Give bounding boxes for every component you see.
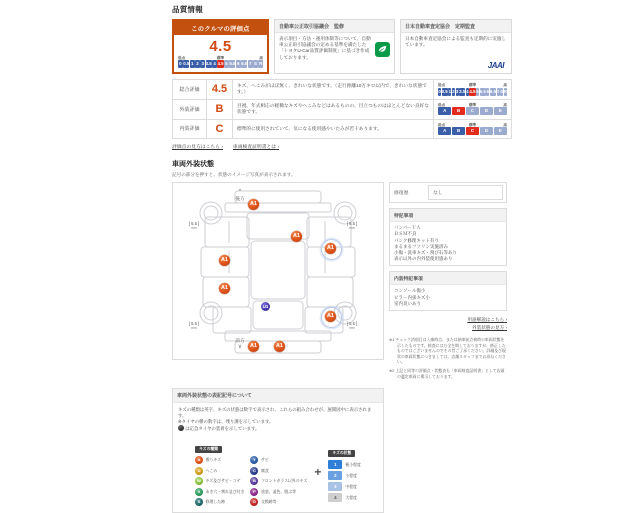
scale-cell: 2 bbox=[196, 61, 199, 66]
tyre-depth-right-front: [ 5.5 ] mm bbox=[346, 321, 358, 331]
scale-cell: D bbox=[480, 107, 493, 115]
legend-type-dot: Y bbox=[250, 456, 258, 464]
repair-history-panel bbox=[389, 182, 507, 203]
evaluation-table bbox=[172, 79, 512, 139]
list-item: ピラー内張キズ小 bbox=[394, 294, 430, 300]
jaai-logo: JAAI bbox=[487, 60, 504, 70]
legend-state-box: 4 bbox=[328, 493, 342, 502]
damage-marker[interactable]: A1 bbox=[248, 341, 259, 352]
legend-type-item bbox=[250, 477, 307, 485]
table-row bbox=[173, 80, 512, 100]
legend-states-column bbox=[328, 441, 361, 502]
scale-cell: 7 bbox=[496, 88, 500, 94]
eval-row-grade: 4.5 bbox=[207, 80, 233, 100]
scale-cell: C bbox=[466, 127, 479, 135]
overall-score-value: 4.5 bbox=[209, 37, 232, 55]
score-card bbox=[172, 19, 269, 74]
legend-state-label: 大程度 bbox=[345, 494, 358, 500]
disclaimer-note-2: ※2 上記と同等の評価点・状態表も「車両検査証明書」として店頭の選定車両に掲示しております。 bbox=[389, 367, 505, 379]
direction-rear-label: 後方 bbox=[235, 197, 245, 203]
legend-intro-line-3: は応急タイヤの装着を示しています。 bbox=[185, 426, 260, 432]
legend-type-item bbox=[250, 498, 307, 506]
eval-row-scale: 低点 標準 高 A B C D E bbox=[434, 119, 512, 139]
eco-leaf-icon bbox=[375, 42, 390, 57]
list-item: コンソール傷小 bbox=[394, 288, 426, 294]
legend-row bbox=[172, 388, 512, 513]
legend-state-item bbox=[328, 460, 361, 469]
damage-marker[interactable]: A1 bbox=[248, 199, 259, 210]
table-row bbox=[173, 99, 512, 119]
disclaimer-notes bbox=[389, 337, 507, 379]
legend-type-item bbox=[250, 488, 307, 496]
arrow-up-icon: ^ bbox=[238, 189, 242, 196]
scale-cell: 0 bbox=[179, 61, 182, 66]
legend-type-item bbox=[195, 498, 244, 506]
repair-history-row bbox=[390, 183, 506, 202]
scale-cell: 7 bbox=[248, 61, 252, 66]
info-card-jaai bbox=[400, 19, 512, 74]
legend-type-dot: C bbox=[250, 467, 258, 475]
eval-row-label: 外装評価 bbox=[173, 99, 207, 119]
tyre-depth-left-front: [ 5.5 ] mm bbox=[188, 321, 200, 331]
legend-states-items bbox=[328, 460, 361, 502]
damage-marker[interactable]: A1 bbox=[325, 311, 336, 322]
direction-rear bbox=[229, 189, 251, 202]
legend-types-title: キズの種類 bbox=[195, 446, 222, 453]
scale-cell: B bbox=[452, 127, 465, 135]
scale-cell: R bbox=[259, 61, 263, 66]
score-card-body bbox=[174, 35, 267, 73]
page-title: 品質情報 bbox=[172, 5, 203, 14]
scale-cell: D bbox=[480, 127, 493, 135]
legend-body bbox=[173, 403, 383, 512]
legend-type-subcolumn bbox=[195, 456, 244, 506]
legend-type-label: キズ及びサビ・コゲ bbox=[205, 478, 241, 484]
eval-row-label: 総合評価 bbox=[173, 80, 207, 100]
scale-cell: S bbox=[500, 88, 504, 94]
eval-row-description: キズ、へこみがほぼ無く、きれいな状態です。（走行距離10万キロ以内で、きれいな状態です。） bbox=[233, 80, 434, 100]
interior-notes-header: 内装特記事項 bbox=[390, 272, 506, 285]
scale-cell: 3 bbox=[455, 88, 459, 94]
legend-intro-line-2: ※タイヤの横の数字は、残り溝を示しています。 bbox=[178, 419, 274, 425]
legend-type-label: へこみ bbox=[205, 467, 218, 473]
list-item: バンパーＴＡ bbox=[394, 225, 421, 231]
exterior-row bbox=[172, 182, 512, 382]
direction-front-label: 前方 bbox=[235, 339, 245, 345]
info-card-text: 日本自動車査定協会による監査も定期的に実施しています。 bbox=[405, 36, 507, 48]
list-item: 表示以外の内外装使用感あり bbox=[394, 256, 453, 262]
scale-cell: 6 bbox=[486, 88, 490, 94]
eval-row-description: 目視、年式相応の軽微なキズやへこみなどはあるものの、目立つものはほとんどない良好な状態です。 bbox=[233, 99, 434, 119]
exterior-links bbox=[389, 316, 507, 332]
legend-types-items bbox=[195, 456, 307, 506]
legend-grid bbox=[178, 437, 378, 506]
evaluation-table-body bbox=[173, 80, 512, 139]
list-item: パンク修理キット有り bbox=[394, 237, 439, 243]
legend-type-label: 交換跡等 bbox=[260, 499, 277, 505]
scale-cell: 5.5 bbox=[479, 88, 486, 94]
scale-cell: 3.5 bbox=[459, 88, 466, 94]
scale-cell: 3 bbox=[201, 61, 204, 66]
scale-cell: 4.5 bbox=[217, 61, 224, 66]
legend-types-column bbox=[195, 437, 307, 506]
damage-marker[interactable]: U1 bbox=[262, 304, 269, 310]
legend-type-label: フロントガラス以外のキズ bbox=[260, 478, 308, 484]
damage-marker[interactable]: A1 bbox=[219, 255, 230, 266]
link-how-to-read-score[interactable]: 評価点の見方はこちら › bbox=[172, 143, 223, 150]
legend-type-label: 塗装、退色、脱ぶ等 bbox=[260, 488, 296, 494]
plus-icon: + bbox=[314, 464, 322, 479]
legend-type-subcolumn bbox=[250, 456, 307, 506]
tyre-depth-right-rear: [ 6.5 ] mm bbox=[346, 221, 358, 231]
link-what-is-certificate[interactable]: 車両検査証明書とは › bbox=[233, 143, 279, 150]
info-card-body bbox=[275, 33, 394, 73]
damage-marker[interactable]: A1 bbox=[274, 341, 285, 352]
scale-cells bbox=[178, 60, 263, 68]
legend-type-dot: A bbox=[195, 456, 203, 464]
info-card-body bbox=[401, 33, 511, 73]
legend-state-box: 1 bbox=[328, 460, 342, 469]
legend-state-label: 中程度 bbox=[345, 483, 358, 489]
legend-type-item bbox=[195, 488, 244, 496]
interior-notes-body bbox=[390, 285, 506, 310]
legend-type-item bbox=[195, 467, 244, 475]
legend-type-item bbox=[250, 456, 307, 464]
link-glossary[interactable]: 用語解説はこちら › bbox=[389, 316, 507, 324]
scale-cell: 5 bbox=[476, 88, 479, 94]
scale-cell: E bbox=[494, 107, 507, 115]
interior-notes-panel bbox=[389, 271, 507, 311]
arrow-down-icon: ∨ bbox=[237, 344, 243, 351]
scale-cell: 6.5 bbox=[241, 61, 248, 66]
exterior-section-note: 記号の部分を押すと、状態のイメージ写真が表示されます。 bbox=[172, 172, 296, 178]
info-card-text: 表示項目・方法・運用体制等について、自動車公正取引協議会の定める基準を満たした「トヨタU-Car品質評価制度」に基づき作成しております。 bbox=[279, 36, 371, 60]
legend-type-dot: W bbox=[195, 477, 203, 485]
scale-cell: A bbox=[438, 127, 451, 135]
scale-cell: A bbox=[438, 107, 451, 115]
legend-intro-line-1: キズの種類は英字、キズの状態は数字で表示され、これらの組み合わせが、展開図中に表示されます。 bbox=[178, 407, 372, 419]
eval-row-label: 内装評価 bbox=[173, 119, 207, 139]
legend-type-label: あき穴・割れ及び付き bbox=[205, 488, 245, 494]
damage-marker[interactable]: A1 bbox=[219, 283, 230, 294]
scale-cell: 0 bbox=[438, 88, 441, 94]
scale-labels bbox=[178, 56, 263, 60]
eval-row-grade: C bbox=[207, 119, 233, 139]
table-row bbox=[173, 119, 512, 139]
list-item: まるまるフソリン実施済み bbox=[394, 243, 448, 249]
legend-state-label: 極小程度 bbox=[345, 461, 361, 467]
scale-cell: 0.5 bbox=[441, 88, 448, 94]
scale-cell: 5 bbox=[225, 61, 228, 66]
legend-type-item bbox=[250, 467, 307, 475]
legend-type-label: サビ bbox=[260, 457, 269, 463]
special-notes-panel bbox=[389, 208, 507, 266]
legend-type-label: 擦りキズ bbox=[205, 457, 222, 463]
list-item: 室内臭いあり bbox=[394, 300, 421, 306]
legend-intro bbox=[178, 407, 378, 432]
info-card-fair-trade bbox=[274, 19, 395, 74]
scale-cell: S bbox=[253, 61, 257, 66]
scale-label-high: 高 bbox=[259, 55, 263, 60]
score-card-header: このクルマの評価点 bbox=[174, 21, 267, 35]
damage-marker[interactable]: A1 bbox=[291, 231, 302, 242]
eval-row-description: 標準的に使用されていて、気になる使用感やいたみが若干あります。 bbox=[233, 119, 434, 139]
scale-cell: 4 bbox=[466, 88, 469, 94]
legend-state-item bbox=[328, 493, 361, 502]
legend-type-dot: G bbox=[250, 498, 258, 506]
scale-label-mid: 標準 bbox=[216, 55, 225, 60]
legend-state-box: 2 bbox=[328, 471, 342, 480]
scale-cell: 4.5 bbox=[469, 88, 476, 94]
scale-cell: 1 bbox=[191, 61, 194, 66]
legend-type-item bbox=[195, 477, 244, 485]
legend-box bbox=[172, 388, 384, 513]
info-card-header: 自動車公正取引協議会 監修 bbox=[275, 20, 394, 33]
scale-cell: B bbox=[452, 107, 465, 115]
car-outline-svg bbox=[173, 183, 385, 361]
scale-cell: 4 bbox=[213, 61, 216, 66]
legend-header: 車両外装状態の表記記号について bbox=[173, 389, 383, 403]
legend-state-box: 3 bbox=[328, 482, 342, 491]
scale-cell: 2 bbox=[452, 88, 455, 94]
special-notes-header: 特記事項 bbox=[390, 209, 506, 222]
quality-links bbox=[172, 143, 512, 150]
legend-state-label: 小程度 bbox=[345, 472, 358, 478]
scale-cell: E bbox=[494, 127, 507, 135]
scale-label-low: 低点 bbox=[178, 55, 186, 60]
info-card-header: 日本自動車査定協会 定期監査 bbox=[401, 20, 511, 33]
scale-cell: C bbox=[466, 107, 479, 115]
legend-type-dot: B bbox=[250, 477, 258, 485]
scale-cell: 5.5 bbox=[229, 61, 236, 66]
scale-cell: 6 bbox=[237, 61, 240, 66]
eval-row-scale: 低点 標準 高 A B C D E bbox=[434, 99, 512, 119]
eval-row-grade: B bbox=[207, 99, 233, 119]
scale-cell: 6.5 bbox=[489, 88, 497, 94]
list-item: 小傷・洗車キズ・飛び石等あり bbox=[394, 249, 457, 255]
repair-history-label: 修復歴 bbox=[394, 191, 409, 197]
score-card-scale bbox=[178, 56, 263, 69]
legend-type-dot: U bbox=[195, 467, 203, 475]
car-diagram[interactable] bbox=[172, 182, 384, 360]
exterior-right-column bbox=[389, 182, 507, 382]
list-item: ＢＳＭ不良 bbox=[394, 231, 417, 237]
disclaimer-note-1: ※1 チェック済項目は入庫時点、または納車前点検時の車両状態を示したものです。検査には万全を期しておりますが、修正したものではございませんのでその旨ご了承ください。詳細及び現状の車両状態につきましては、店舗スタッフまでお尋ねください。 bbox=[389, 336, 506, 365]
scale-cell: R bbox=[503, 88, 507, 94]
tyre-depth-left-rear: [ 5.5 ] mm bbox=[188, 221, 200, 231]
scale-cell: 0.5 bbox=[183, 61, 190, 66]
special-notes-body bbox=[390, 222, 506, 265]
legend-type-dot: X bbox=[195, 488, 203, 496]
repair-history-value: なし bbox=[428, 185, 503, 200]
link-how-to-read-exterior[interactable]: 外装状態の見方 › bbox=[389, 324, 507, 332]
legend-type-label: 修理した跡 bbox=[205, 499, 226, 505]
legend-type-dot: S bbox=[195, 498, 203, 506]
legend-state-item bbox=[328, 471, 361, 480]
quality-top-row bbox=[172, 19, 512, 74]
scale-cell: 3.5 bbox=[205, 61, 212, 66]
eval-row-scale: 低点 標準 高 0 0.5 1 2 3 3.5 4 4.5 5 5.5 6 6.5 7 S R bbox=[434, 80, 512, 100]
exterior-section-title: 車両外装状態 bbox=[172, 161, 214, 169]
scale-cell: 1 bbox=[448, 88, 452, 94]
legend-states-title: キズの状態 bbox=[328, 450, 355, 457]
legend-state-item bbox=[328, 482, 361, 491]
legend-type-label: 腐食 bbox=[260, 467, 269, 473]
content-wrapper bbox=[172, 4, 512, 513]
legend-type-item bbox=[195, 456, 244, 464]
damage-marker[interactable]: A1 bbox=[325, 243, 336, 254]
spare-tyre-icon bbox=[178, 425, 184, 431]
legend-type-dot: P bbox=[250, 488, 258, 496]
